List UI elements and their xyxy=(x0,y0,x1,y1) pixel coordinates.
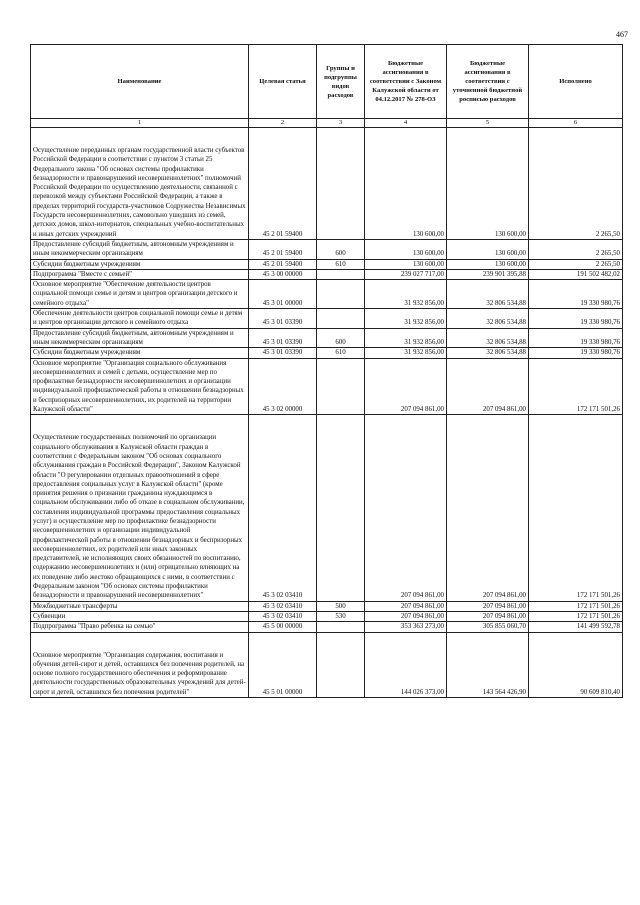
row-name-cell xyxy=(31,632,249,697)
refined-amount: 32 806 534,88 xyxy=(447,309,529,329)
expense-group xyxy=(317,128,365,240)
table-row xyxy=(31,328,623,348)
column-number: 4 xyxy=(365,119,447,128)
executed-amount: 172 171 501,26 xyxy=(529,358,623,415)
row-name: Основное мероприятие "Организация содержания, воспитания и обучения детей-сирот и детей, оставшихся без попечения родителей, на основе полного государственного обеспечения и реформирование деятельности государственных образовательных учреждений для детей-сирот и детей, оставшихся без попечения родителей" xyxy=(33,651,246,696)
expense-group: 500 xyxy=(317,601,365,611)
expense-group xyxy=(317,358,365,415)
expense-group: 600 xyxy=(317,239,365,259)
row-name: Предоставление субсидий бюджетным, автономным учреждениям и иным некоммерческим организациям xyxy=(31,239,249,259)
column-number: 2 xyxy=(249,119,317,128)
target-code: 45 2 01 59400 xyxy=(249,239,317,259)
row-name: Осуществление государственных полномочий по организации социального обслуживания в Калужской области граждан в соответствии с Федеральным законом "Об основах социального обслуживания граждан в Российской Федерации", Законом Калужской области "О регулировании отдельных правоотношений в сфере предоставления социальных услуг в Калужской области" (кроме принятия решения о признании гражданина нуждающимся в социальном обслуживании либо об отказе в социальном обслуживании, составления индивидуальной программы предоставления социальных услуг) и осуществление мер по профилактике безнадзорности несовершеннолетних и организации индивидуальной профилактической работы в отношении безнадзорных и беспризорных несовершеннолетних, их родителей или иных законных представителей, не исполняющих своих обязанностей по воспитанию, содержанию несовершеннолетних и (или) отрицательно влияющих на их поведение либо жестоко обращающихся с ними, в соответствии с Федеральным законом "Об основах системы профилактики безнадзорности и правонарушений несовершеннолетних" xyxy=(33,434,245,600)
refined-amount: 32 806 534,88 xyxy=(447,328,529,348)
refined-amount: 32 806 534,88 xyxy=(447,280,529,309)
executed-amount: 90 609 810,40 xyxy=(529,632,623,697)
row-name: Межбюджетные трансферты xyxy=(31,601,249,611)
row-name: Основное мероприятие "Организация социального обслуживания несовершеннолетних и семей с детьми, осуществление мер по профилактике безнадзорности несовершеннолетних и организации индивидуальной профилактической работы в отношении безнадзорных и беспризорных несовершеннолетних, их родителей на территории Калужской области" xyxy=(31,358,249,415)
expense-group xyxy=(317,622,365,632)
row-name: Обеспечение деятельности центров социальной помощи семье и детям и центров организации детского и семейного отдыха xyxy=(31,309,249,329)
column-number: 5 xyxy=(447,119,529,128)
target-code: 45 3 01 03390 xyxy=(249,309,317,329)
law-amount: 239 027 717,00 xyxy=(365,269,447,279)
refined-amount: 130 600,00 xyxy=(447,128,529,240)
page-number: 467 xyxy=(616,30,628,39)
row-name: Подпрограмма "Вместе с семьей" xyxy=(31,269,249,279)
column-number: 3 xyxy=(317,119,365,128)
refined-amount: 32 806 534,88 xyxy=(447,348,529,358)
executed-amount: 172 171 501,26 xyxy=(529,601,623,611)
refined-amount: 130 600,00 xyxy=(447,239,529,259)
budget-table xyxy=(30,44,623,698)
target-code: 45 2 01 59400 xyxy=(249,259,317,269)
column-number: 6 xyxy=(529,119,623,128)
row-name: Предоставление субсидий бюджетным, автономным учреждениям и иным некоммерческим организациям xyxy=(31,328,249,348)
column-number-row xyxy=(31,119,623,128)
expense-group: 610 xyxy=(317,348,365,358)
executed-amount: 19 330 980,76 xyxy=(529,328,623,348)
law-amount: 31 932 856,00 xyxy=(365,280,447,309)
table-row xyxy=(31,259,623,269)
table-row xyxy=(31,415,623,601)
target-code: 45 3 01 03390 xyxy=(249,348,317,358)
row-name: Осуществление переданных органам государственной власти субъектов Российской Федерации в соответствии с пунктом 3 статьи 25 Федерального закона "Об основах системы профилактики безнадзорности и правонарушений несовершеннолетних" полномочий Российской Федерации по осуществлению деятельности, связанной с перевозкой между субъектами Российской Федерации, а также в пределах территорий государств-участников Содружества Независимых Государств несовершеннолетних, самовольно ушедших из семей, детских домов, школ-интернатов, специальных учебно-воспитательных и иных детских учреждений xyxy=(33,147,246,238)
refined-amount: 130 600,00 xyxy=(447,259,529,269)
executed-amount: 19 330 980,76 xyxy=(529,309,623,329)
law-amount: 207 094 861,00 xyxy=(365,611,447,621)
law-amount: 207 094 861,00 xyxy=(365,601,447,611)
target-code: 45 3 02 03410 xyxy=(249,601,317,611)
target-code: 45 5 01 00000 xyxy=(249,632,317,697)
table-row xyxy=(31,269,623,279)
law-amount: 130 600,00 xyxy=(365,239,447,259)
table-row xyxy=(31,358,623,415)
column-header-refined: Бюджетные ассигнования в соответствии с уточненной бюджетной росписью расходов xyxy=(447,45,529,119)
expense-group xyxy=(317,632,365,697)
law-amount: 130 600,00 xyxy=(365,259,447,269)
target-code: 45 3 00 00000 xyxy=(249,269,317,279)
law-amount: 31 932 856,00 xyxy=(365,348,447,358)
table-row xyxy=(31,239,623,259)
row-name-cell xyxy=(31,128,249,240)
column-header-executed: Исполнено xyxy=(529,45,623,119)
law-amount: 207 094 861,00 xyxy=(365,415,447,601)
refined-amount: 143 564 426,90 xyxy=(447,632,529,697)
expense-group xyxy=(317,269,365,279)
table-row xyxy=(31,622,623,632)
column-header-law: Бюджетные ассигнования в соответствии с Законом Калужской области от 04.12.2017 № 278-ОЗ xyxy=(365,45,447,119)
expense-group: 600 xyxy=(317,328,365,348)
target-code: 45 5 00 00000 xyxy=(249,622,317,632)
refined-amount: 207 094 861,00 xyxy=(447,415,529,601)
refined-amount: 207 094 861,00 xyxy=(447,611,529,621)
target-code: 45 3 02 03410 xyxy=(249,611,317,621)
row-name: Субсидии бюджетным учреждениям xyxy=(31,348,249,358)
executed-amount: 172 171 501,26 xyxy=(529,611,623,621)
target-code: 45 2 01 59400 xyxy=(249,128,317,240)
expense-group: 610 xyxy=(317,259,365,269)
executed-amount: 2 265,50 xyxy=(529,128,623,240)
table-row xyxy=(31,348,623,358)
table-row xyxy=(31,280,623,309)
target-code: 45 3 02 03410 xyxy=(249,415,317,601)
refined-amount: 305 855 060,70 xyxy=(447,622,529,632)
table-row xyxy=(31,632,623,697)
table-row xyxy=(31,309,623,329)
executed-amount: 191 502 482,02 xyxy=(529,269,623,279)
row-name: Основное мероприятие "Обеспечение деятельности центров социальной помощи семье и детям и центров организации детского и семейного отдыха" xyxy=(31,280,249,309)
target-code: 45 3 02 00000 xyxy=(249,358,317,415)
column-number: 1 xyxy=(31,119,249,128)
executed-amount: 19 330 980,76 xyxy=(529,280,623,309)
executed-amount: 172 171 501,26 xyxy=(529,415,623,601)
column-header-groups: Группы и подгруппы видов расходов xyxy=(317,45,365,119)
row-name: Субсидии бюджетным учреждениям xyxy=(31,259,249,269)
expense-group xyxy=(317,309,365,329)
executed-amount: 141 499 592,78 xyxy=(529,622,623,632)
law-amount: 207 094 861,00 xyxy=(365,358,447,415)
executed-amount: 19 330 980,76 xyxy=(529,348,623,358)
expense-group xyxy=(317,280,365,309)
expense-group: 530 xyxy=(317,611,365,621)
row-name: Субвенции xyxy=(31,611,249,621)
refined-amount: 207 094 861,00 xyxy=(447,358,529,415)
table-row xyxy=(31,128,623,240)
law-amount: 31 932 856,00 xyxy=(365,328,447,348)
header-row xyxy=(31,45,623,119)
executed-amount: 2 265,50 xyxy=(529,239,623,259)
law-amount: 144 026 373,00 xyxy=(365,632,447,697)
executed-amount: 2 265,50 xyxy=(529,259,623,269)
law-amount: 31 932 856,00 xyxy=(365,309,447,329)
row-name-cell xyxy=(31,415,249,601)
table-row xyxy=(31,601,623,611)
law-amount: 353 363 273,00 xyxy=(365,622,447,632)
column-header-target: Целевая статья xyxy=(249,45,317,119)
refined-amount: 207 094 861,00 xyxy=(447,601,529,611)
target-code: 45 3 01 03390 xyxy=(249,328,317,348)
expense-group xyxy=(317,415,365,601)
column-header-name: Наименование xyxy=(31,45,249,119)
refined-amount: 239 901 395,88 xyxy=(447,269,529,279)
law-amount: 130 600,00 xyxy=(365,128,447,240)
table-row xyxy=(31,611,623,621)
row-name: Подпрограмма "Право ребенка на семью" xyxy=(31,622,249,632)
target-code: 45 3 01 00000 xyxy=(249,280,317,309)
